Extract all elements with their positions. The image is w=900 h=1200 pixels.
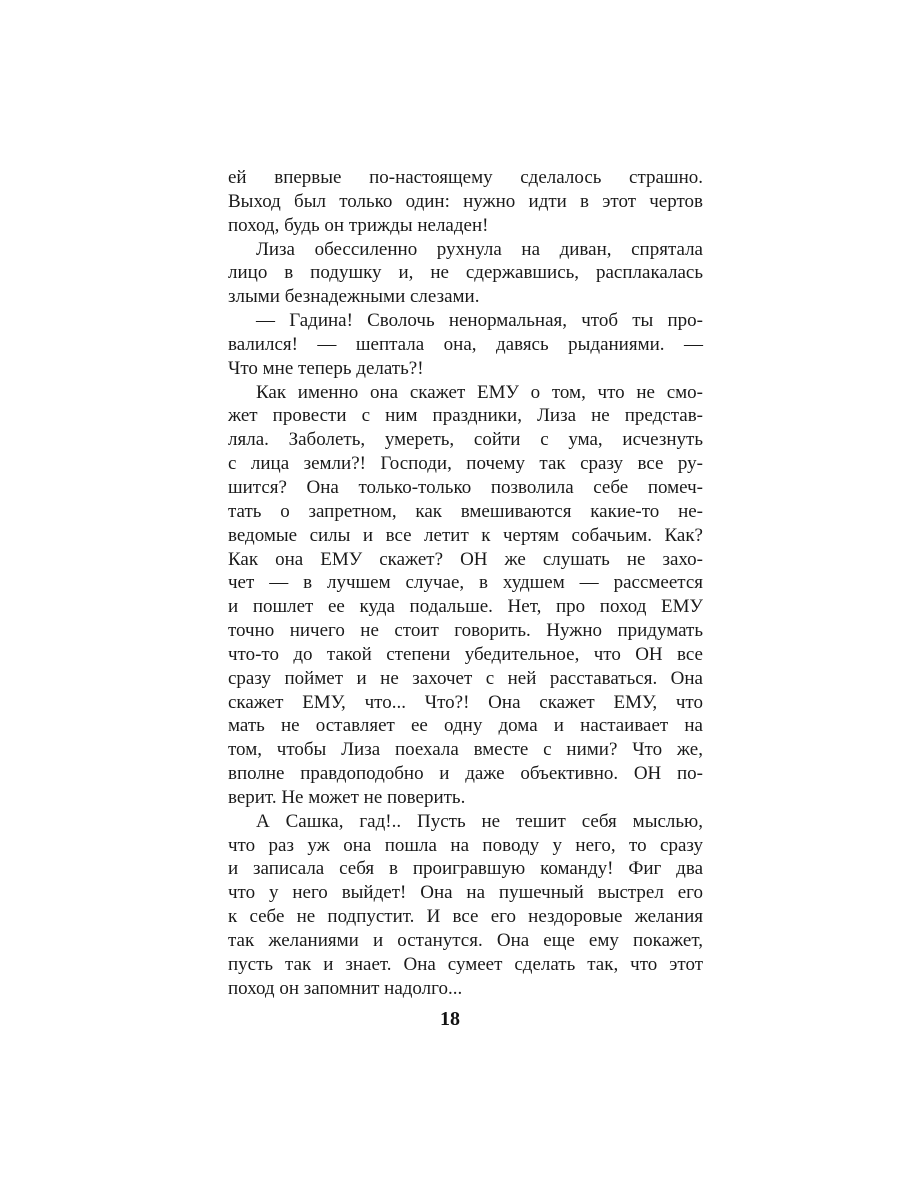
page-number: 18 xyxy=(440,1008,460,1030)
text-line: поход, будь он трижды неладен! xyxy=(228,214,489,236)
text-line: что у него выйдет! Она на пушечный выстрел его xyxy=(228,882,703,904)
text-line: Что мне теперь делать?! xyxy=(228,357,424,379)
text-line: к себе не подпустит. И все его нездоровые желания xyxy=(228,906,703,928)
text-line: ведомые силы и все летит к чертям собачьим. Как? xyxy=(228,524,703,546)
text-line: точно ничего не стоит говорить. Нужно придумать xyxy=(228,620,703,642)
text-line: что-то до такой степени убедительное, что ОН все xyxy=(228,643,703,665)
paragraph xyxy=(228,810,703,1001)
body-text xyxy=(228,166,703,1001)
text-line: том, чтобы Лиза поехала вместе с ними? Что же, xyxy=(228,739,703,761)
text-line: Как она ЕМУ скажет? ОН же слушать не захо- xyxy=(228,548,703,570)
paragraph xyxy=(228,238,703,310)
text-line: сразу поймет и не захочет с ней расставаться. Она xyxy=(228,667,703,689)
text-line: поход он запомнит надолго... xyxy=(228,977,463,999)
text-line: жет провести с ним праздники, Лиза не представ- xyxy=(228,405,703,427)
text-line: ей впервые по-настоящему сделалось страшно. xyxy=(228,167,703,188)
text-line: шится? Она только-только позволила себе помеч- xyxy=(228,476,703,498)
text-line: тать о запретном, как вмешиваются какие-то не- xyxy=(228,500,703,522)
text-line: что раз уж она пошла на поводу у него, то сразу xyxy=(228,834,703,856)
text-line: ляла. Заболеть, умереть, сойти с ума, исчезнуть xyxy=(228,429,703,451)
text-line: так желаниями и останутся. Она еще ему покажет, xyxy=(228,930,703,951)
text-line: и пошлет ее куда подальше. Нет, про поход ЕМУ xyxy=(228,596,703,618)
paragraph xyxy=(228,381,703,810)
text-line: злыми безнадежными слезами. xyxy=(228,286,480,308)
text-line: валился! — шептала она, давясь рыданиями. — xyxy=(228,333,703,355)
paragraph xyxy=(228,309,703,381)
text-line: пусть так и знает. Она сумеет сделать так, что этот xyxy=(228,953,703,975)
text-line: верит. Не может не поверить. xyxy=(228,786,466,808)
text-line: мать не оставляет ее одну дома и настаивает на xyxy=(228,715,703,737)
text-line: скажет ЕМУ, что... Что?! Она скажет ЕМУ, что xyxy=(228,691,703,713)
paragraph xyxy=(228,166,703,238)
text-line: Как именно она скажет ЕМУ о том, что не смо- xyxy=(256,381,703,403)
text-line: А Сашка, гад!.. Пусть не тешит себя мыслью, xyxy=(256,810,703,832)
text-line: вполне правдоподобно и даже объективно. ОН по- xyxy=(228,763,703,785)
text-line: с лица земли?! Господи, почему так сразу все ру- xyxy=(228,453,703,475)
text-line: лицо в подушку и, не сдержавшись, расплакалась xyxy=(228,262,703,284)
text-line: чет — в лучшем случае, в худшем — рассмеется xyxy=(228,572,703,594)
text-line: Лиза обессиленно рухнула на диван, спрятала xyxy=(256,238,703,260)
text-line: Выход был только один: нужно идти в этот чертов xyxy=(228,190,703,212)
text-line: — Гадина! Сволочь ненормальная, чтоб ты про- xyxy=(256,310,703,332)
text-line: и записала себя в проигравшую команду! Фиг два xyxy=(228,858,703,880)
